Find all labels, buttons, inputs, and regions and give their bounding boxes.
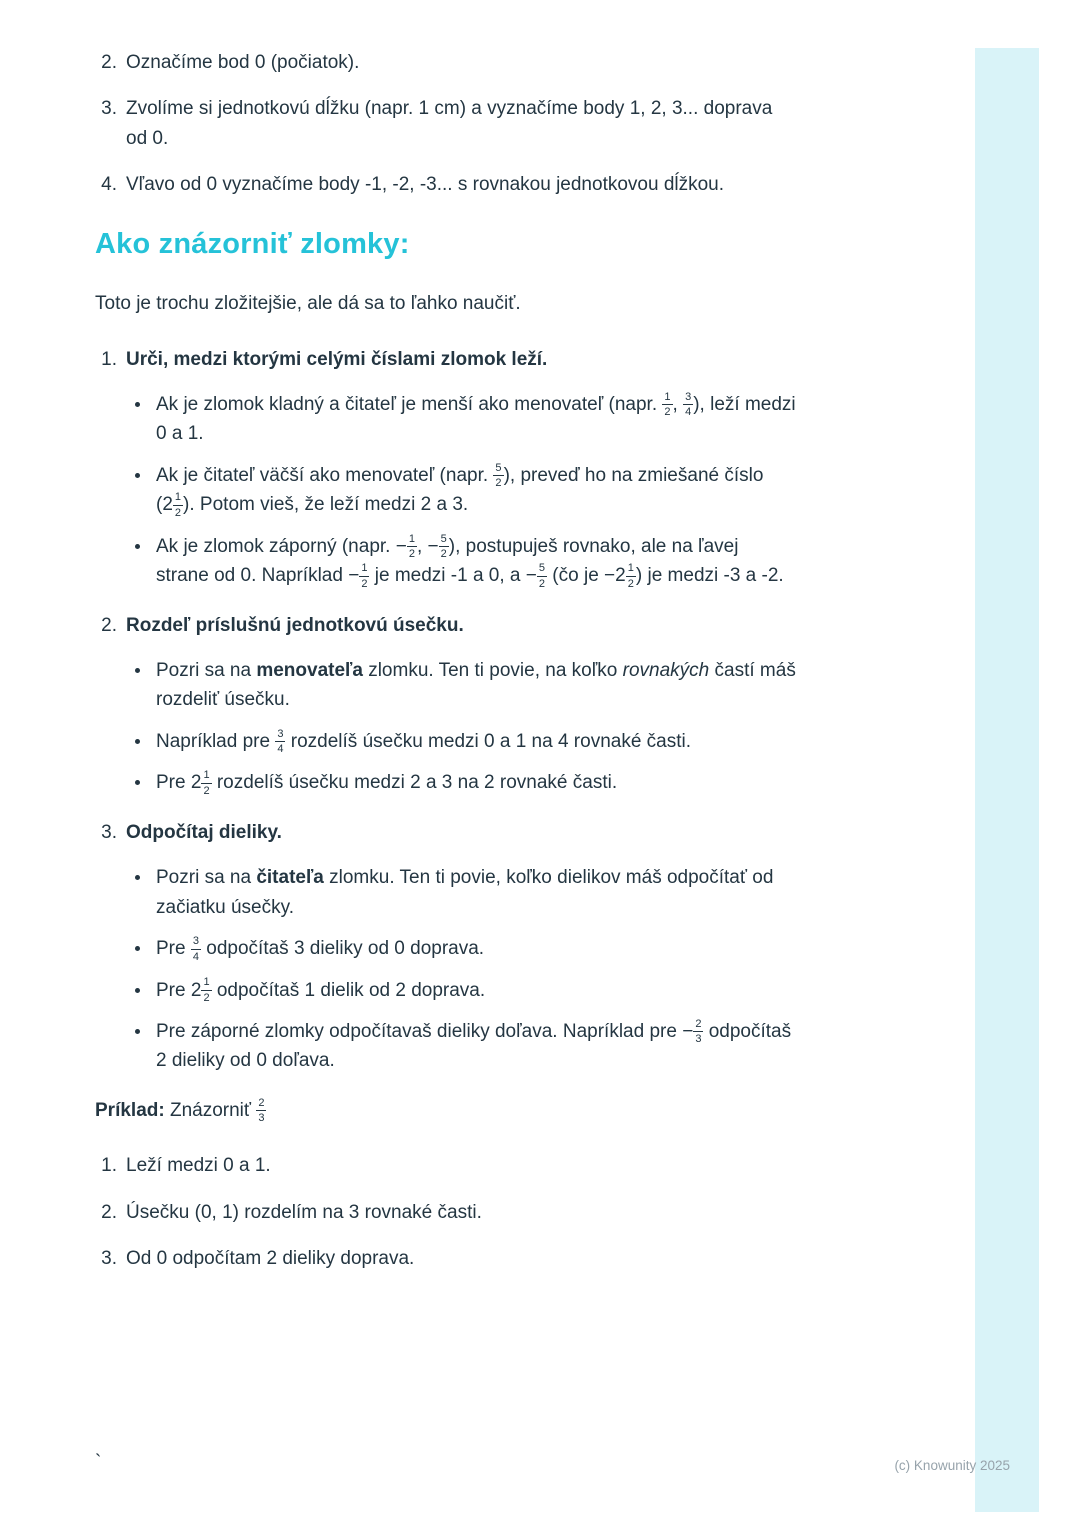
text-segment: Pre <box>156 938 191 960</box>
text-segment: , <box>672 393 684 415</box>
text-segment: Označíme bod 0 (počiatok). <box>126 52 360 73</box>
text-segment: Vľavo od 0 vyznačíme body -1, -2, -3... s rovnakou jednotkovou dĺžkou. <box>126 174 725 196</box>
bullet-item <box>133 727 835 756</box>
step-title: Urči, medzi ktorými celými číslami zlomok leží. <box>126 348 548 370</box>
step-1 <box>95 345 835 591</box>
list-item-text <box>126 1244 414 1273</box>
step-heading <box>95 818 835 847</box>
list-number: 1. <box>101 1155 117 1177</box>
text-segment: rozdelíš úsečku medzi 2 a 3 na 2 rovnaké časti. <box>211 772 618 794</box>
step-number: 2. <box>101 614 117 636</box>
section-heading: Ako znázorniť zlomky: <box>95 227 410 260</box>
list-item-text <box>126 1198 482 1227</box>
bullet-marker <box>135 668 140 673</box>
fraction: $\frac{1}{2}$ <box>664 390 671 419</box>
bullet-marker <box>135 988 140 993</box>
bullet-marker <box>135 473 140 478</box>
list-item <box>95 1151 835 1180</box>
example-text <box>164 1096 267 1125</box>
bullet-text <box>156 1017 796 1076</box>
text-segment: čitateľa <box>256 867 324 889</box>
list-item <box>95 1198 835 1227</box>
bullet-text <box>156 976 485 1005</box>
text-segment: ), leží medzi 0 a 1. <box>156 393 796 445</box>
bullet-text <box>156 727 691 756</box>
bullet-text <box>156 863 796 922</box>
bullet-text <box>156 768 617 797</box>
text-segment: je medzi -1 a 0, a <box>369 565 526 587</box>
step-bullets <box>133 390 835 591</box>
bullet-marker <box>135 739 140 744</box>
step-bullets <box>133 656 835 798</box>
fraction: $\frac{3}{4}$ <box>192 934 199 963</box>
right-accent-stripe <box>975 48 1039 1512</box>
list-number: 4. <box>101 174 117 196</box>
text-segment: Pre <box>156 979 191 1001</box>
list-number: 3. <box>101 98 117 120</box>
document-content <box>95 48 835 1291</box>
bullet-item <box>133 656 835 715</box>
fraction: $\frac{2}{3}$ <box>258 1096 265 1125</box>
fraction: − $\frac{2}{3}$ <box>682 1017 702 1046</box>
text-segment: odpočítaš 2 dieliky od 0 doľava. <box>156 1020 792 1072</box>
list-item-text <box>126 48 359 77</box>
bullet-text <box>156 532 796 591</box>
fraction: $\frac{3}{4}$ <box>685 390 692 419</box>
bullet-text <box>156 461 796 520</box>
text-segment: Pre záporné zlomky odpočítavaš dieliky doľava. Napríklad pre <box>156 1020 683 1042</box>
step-title: Rozdeľ príslušnú jednotkovú úsečku. <box>126 614 464 636</box>
step-heading <box>95 345 835 374</box>
step-number: 1. <box>101 348 117 370</box>
text-segment: menovateľa <box>256 660 363 682</box>
bullet-marker <box>135 544 140 549</box>
example-line <box>95 1096 835 1125</box>
list-item-text <box>126 94 781 153</box>
list-number: 2. <box>101 52 117 73</box>
bullet-item <box>133 390 835 449</box>
list-item-text <box>126 1151 271 1180</box>
text-segment: rozdelíš úsečku medzi 0 a 1 na 4 rovnaké časti. <box>285 730 692 752</box>
step-heading <box>95 611 835 640</box>
text-segment: ). Potom vieš, že leží medzi 2 a 3. <box>183 494 469 516</box>
text-segment: Ak je čitateľ väčší ako menovateľ (napr. <box>156 464 494 486</box>
mixed-number: 2 $\frac{1}{2}$ <box>162 491 182 519</box>
step-bullets <box>133 863 835 1076</box>
fraction: − $\frac{1}{2}$ <box>348 561 368 590</box>
text-segment: ), postupuješ rovnako, ale na ľavej strane od 0. Napríklad <box>156 535 739 587</box>
copyright-footer: (c) Knowunity 2025 <box>894 1458 1010 1473</box>
bullet-item <box>133 1017 835 1076</box>
bullet-text <box>156 390 796 449</box>
text-segment: (čo je <box>547 565 605 587</box>
list-item <box>95 48 835 77</box>
list-item <box>95 94 835 153</box>
step-2 <box>95 611 835 798</box>
mixed-number: −2 $\frac{1}{2}$ <box>604 561 634 590</box>
text-segment: zlomku. Ten ti povie, na koľko <box>362 660 623 682</box>
text-segment: rovnakých <box>622 660 710 682</box>
bullet-item <box>133 863 835 922</box>
step-3 <box>95 818 835 1076</box>
fraction: − $\frac{5}{2}$ <box>525 561 546 590</box>
mixed-number: 2 $\frac{1}{2}$ <box>190 769 210 797</box>
text-segment: Napríklad pre <box>156 730 276 752</box>
bullet-item <box>133 934 835 963</box>
text-segment: odpočítaš 3 dieliky od 0 doprava. <box>201 938 485 960</box>
bullet-item <box>133 976 835 1005</box>
bullet-item <box>133 461 835 520</box>
fraction: $\frac{3}{4}$ <box>277 727 284 756</box>
step-title: Odpočítaj dieliky. <box>126 821 282 843</box>
bullet-text <box>156 656 796 715</box>
text-segment: Úsečku (0, 1) rozdelím na 3 rovnaké časti. <box>126 1201 482 1223</box>
text-segment: ) je medzi -3 a -2. <box>635 565 784 587</box>
bullet-marker <box>135 946 140 951</box>
bullet-marker <box>135 1029 140 1034</box>
bullet-marker <box>135 402 140 407</box>
text-segment: Pozri sa na <box>156 660 257 682</box>
fraction: − $\frac{1}{2}$ <box>395 532 415 561</box>
bullet-item <box>133 768 835 797</box>
list-item <box>95 170 835 199</box>
list-number: 2. <box>101 1201 117 1223</box>
text-segment: Pre <box>156 772 191 794</box>
text-segment: Pozri sa na <box>156 867 257 889</box>
list-number: 3. <box>101 1248 117 1270</box>
mixed-number: 2 $\frac{1}{2}$ <box>190 976 210 1005</box>
step-number: 3. <box>101 821 117 843</box>
list-item <box>95 1244 835 1273</box>
text-segment: Znázorniť <box>164 1099 257 1121</box>
stray-backtick-character: ` <box>95 1452 102 1473</box>
lead-paragraph: Toto je trochu zložitejšie, ale dá sa to ľahko naučiť. <box>95 293 521 315</box>
text-segment: Od 0 odpočítam 2 dieliky doprava. <box>126 1248 415 1270</box>
text-segment: Ak je zlomok záporný (napr. <box>156 535 396 557</box>
text-segment: odpočítaš 1 dielik od 2 doprava. <box>211 979 486 1001</box>
bullet-item <box>133 532 835 591</box>
bullet-text <box>156 934 484 963</box>
bullet-marker <box>135 875 140 880</box>
text-segment: Ak je zlomok kladný a čitateľ je menší ako menovateľ (napr. <box>156 393 663 415</box>
fraction: $\frac{5}{2}$ <box>495 461 502 490</box>
number-line-steps-list <box>95 48 835 200</box>
text-segment: Zvolíme si jednotkovú dĺžku (napr. 1 cm) a vyznačíme body 1, 2, 3... doprava od 0. <box>126 98 773 149</box>
text-segment: , <box>416 535 428 557</box>
example-label: Príklad: <box>95 1099 165 1121</box>
example-steps-list <box>95 1151 835 1273</box>
bullet-marker <box>135 780 140 785</box>
text-segment: ), preveď ho na zmiešané číslo ( <box>156 464 764 516</box>
fraction: − $\frac{5}{2}$ <box>427 532 447 561</box>
list-item-text <box>126 170 724 199</box>
text-segment: častí máš rozdeliť úsečku. <box>156 660 796 711</box>
text-segment: Leží medzi 0 a 1. <box>126 1155 271 1177</box>
text-segment: zlomku. Ten ti povie, koľko dielikov máš odpočítať od začiatku úsečky. <box>156 867 774 918</box>
